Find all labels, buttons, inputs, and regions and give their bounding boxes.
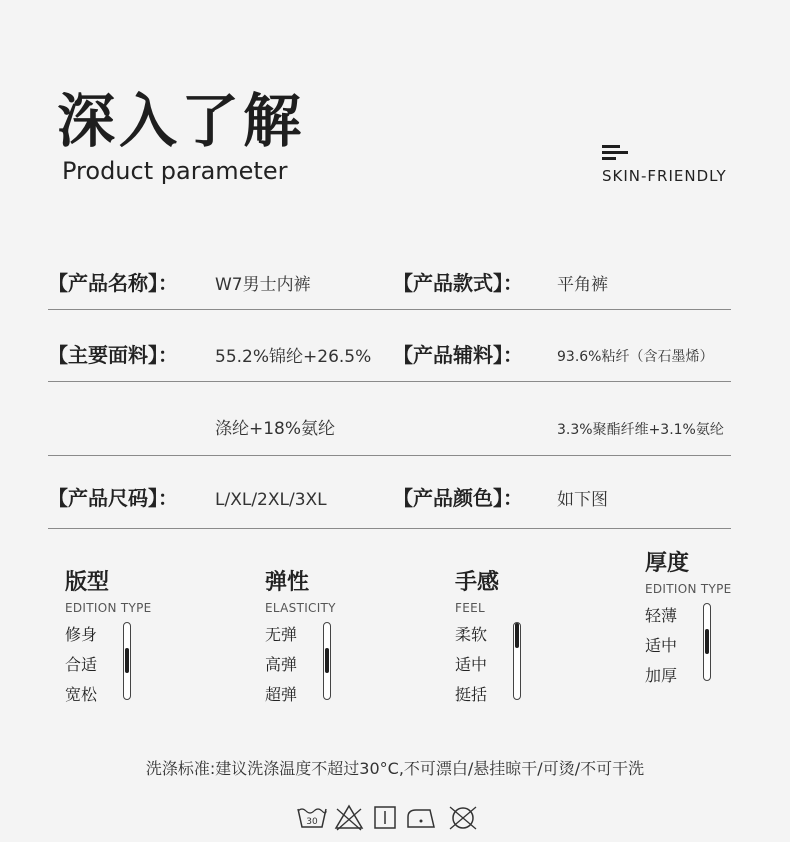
product-color-label: 【产品颜色】： <box>393 486 523 510</box>
wash-30-icon <box>298 809 326 827</box>
page-title: 深入了解 <box>57 87 306 155</box>
product-name-value: W7男士内裤 <box>215 275 311 295</box>
fit-gauge-track <box>123 622 131 700</box>
elasticity-gauge-subtitle: ELASTICITY <box>265 601 336 615</box>
divider <box>48 309 731 310</box>
fit-gauge-subtitle: EDITION TYPE <box>65 601 152 615</box>
fit-gauge-title: 版型 <box>65 570 110 595</box>
elasticity-level-label: 高弹 <box>265 655 298 674</box>
no-bleach-icon <box>336 806 362 830</box>
main-fabric-value-2: 涤纶+18%氨纶 <box>215 419 336 439</box>
hang-dry-icon <box>375 807 395 828</box>
fit-level-label: 宽松 <box>65 685 98 704</box>
accessory-fabric-value-2: 3.3%聚酯纤维+3.1%氨纶 <box>557 422 724 438</box>
feel-level-label: 挺括 <box>455 685 488 704</box>
thickness-gauge-track <box>703 603 711 681</box>
elasticity-gauge-track <box>323 622 331 700</box>
thickness-level-label: 轻薄 <box>645 606 678 625</box>
elasticity-level-label: 无弹 <box>265 625 298 644</box>
feel-level-label: 适中 <box>455 655 488 674</box>
product-style-value: 平角裤 <box>557 275 608 295</box>
thickness-gauge-title: 厚度 <box>645 551 690 576</box>
product-style-label: 【产品款式】： <box>393 271 523 295</box>
fit-level-label: 合适 <box>65 655 98 674</box>
product-size-label: 【产品尺码】： <box>48 486 178 510</box>
thickness-gauge-indicator <box>705 629 709 654</box>
care-instructions: 洗涤标准:建议洗涤温度不超过30°C,不可漂白/悬挂晾干/可烫/不可干洗 <box>145 759 645 778</box>
feel-gauge-subtitle: FEEL <box>455 601 485 615</box>
main-fabric-label: 【主要面料】： <box>48 343 178 367</box>
divider <box>48 528 731 529</box>
feel-gauge-title: 手感 <box>455 570 500 595</box>
thickness-level-label: 加厚 <box>645 666 678 685</box>
elasticity-gauge-title: 弹性 <box>265 570 310 595</box>
skin-friendly-tag: SKIN-FRIENDLY <box>602 167 727 185</box>
fit-level-label: 修身 <box>65 625 98 644</box>
elasticity-level-label: 超弹 <box>265 685 298 704</box>
iron-icon <box>408 810 434 827</box>
divider <box>48 455 731 456</box>
page-subtitle: Product parameter <box>62 157 288 185</box>
divider <box>48 381 731 382</box>
feel-gauge-indicator <box>515 623 519 648</box>
main-fabric-value-1: 55.2%锦纶+26.5% <box>215 347 372 367</box>
svg-text:30: 30 <box>306 817 318 827</box>
care-icons-row <box>297 803 483 831</box>
thickness-gauge-subtitle: EDITION TYPE <box>645 582 732 596</box>
product-name-label: 【产品名称】： <box>48 271 178 295</box>
fit-gauge-indicator <box>125 648 129 673</box>
feel-gauge-track <box>513 622 521 700</box>
accessory-fabric-value-1: 93.6%粘纤（含石墨烯） <box>557 349 714 365</box>
product-color-value: 如下图 <box>557 490 608 510</box>
elasticity-gauge-indicator <box>325 648 329 673</box>
feel-level-label: 柔软 <box>455 625 488 644</box>
accessory-fabric-label: 【产品辅料】： <box>393 343 523 367</box>
product-size-value: L/XL/2XL/3XL <box>215 490 327 510</box>
menu-lines-icon <box>602 144 630 162</box>
no-dry-clean-icon <box>450 807 476 829</box>
thickness-level-label: 适中 <box>645 636 678 655</box>
